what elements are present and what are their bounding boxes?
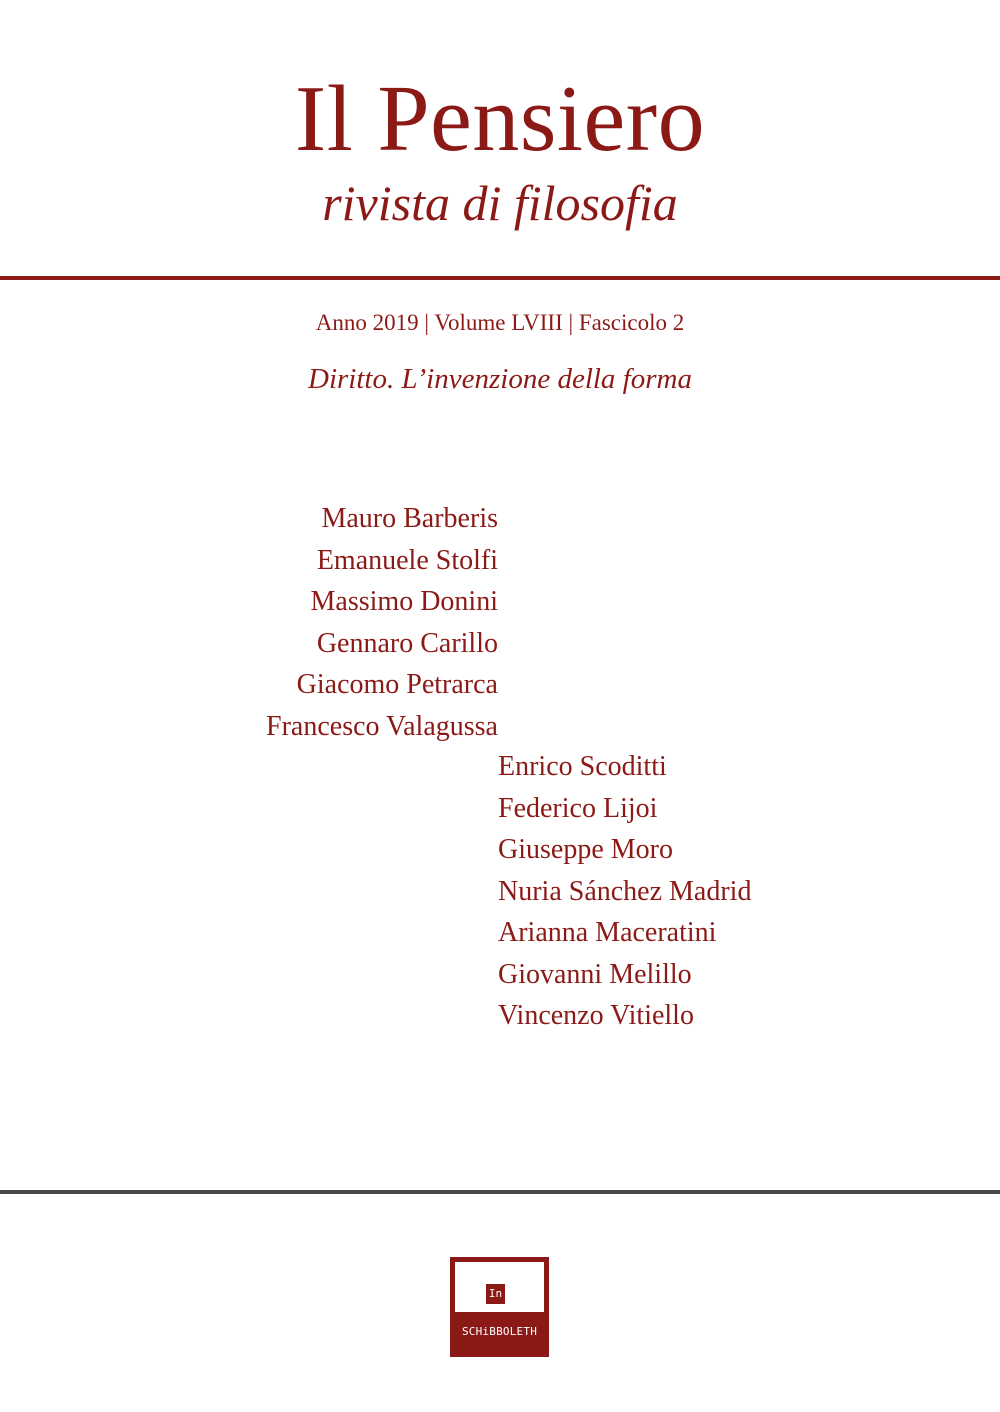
author-name: Emanuele Stolfi [316, 544, 498, 576]
author-name: Giacomo Petrarca [296, 669, 498, 700]
issue-theme: Diritto. L’invenzione della forma [308, 363, 692, 395]
issue-info: Anno 2019 | Volume LVIII | Fascicolo 2 [315, 310, 685, 335]
author-name: Gennaro Carillo [316, 627, 498, 659]
author-name: Arianna Maceratini [498, 917, 717, 948]
publisher-logo [450, 1257, 549, 1357]
author-name: Giovanni Melillo [498, 958, 692, 990]
bottom-divider [0, 1190, 1000, 1194]
authors-right-column [498, 746, 751, 1037]
publisher-name: SCHiBBOLETH [461, 1325, 538, 1338]
logo-in-mark: In [486, 1284, 505, 1304]
author-name: Enrico Scoditti [498, 751, 667, 782]
authors-left-column [266, 498, 498, 747]
author-name: Federico Lijoi [498, 792, 658, 824]
author-name: Nuria Sánchez Madrid [498, 875, 752, 907]
author-name: Giuseppe Moro [498, 834, 673, 865]
journal-title: Il Pensiero [294, 67, 706, 171]
author-name: Massimo Donini [310, 586, 498, 617]
journal-subtitle: rivista di filosofia [322, 175, 678, 231]
author-name: Mauro Barberis [321, 503, 498, 534]
author-name: Vincenzo Vitiello [498, 1000, 694, 1031]
top-divider [0, 276, 1000, 280]
author-name: Francesco Valagussa [266, 710, 498, 742]
